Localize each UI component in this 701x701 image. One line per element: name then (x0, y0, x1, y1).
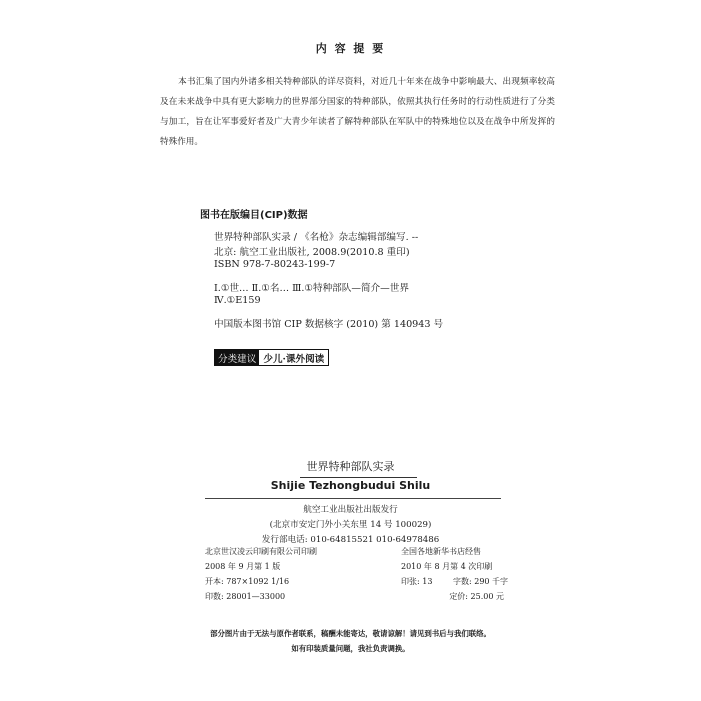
summary-paragraph (160, 72, 555, 152)
cip-line-isbn: ISBN 978-7-80243-199-7 (214, 259, 336, 270)
publisher-divider (205, 498, 501, 499)
price-line: 定价: 25.00 元 (449, 592, 504, 601)
publisher-line: 航空工业出版社出版发行 (303, 505, 398, 515)
book-title-pinyin: Shijie Tezhongbudui Shilu (270, 479, 431, 492)
word-count-line: 字数: 290 千字 (453, 577, 509, 586)
cip-line-title: 世界特种部队实录 / 《名枪》杂志编辑部编写. -- (214, 232, 419, 243)
print-run-line: 印数: 28001—33000 (205, 592, 286, 601)
cip-line-publisher: 北京: 航空工业出版社, 2008.9(2010.8 重印) (214, 247, 410, 258)
cip-line-classification-code: Ⅳ.①E159 (214, 295, 261, 306)
format-line: 开本: 787×1092 1/16 (205, 577, 290, 586)
printer-line: 北京世汉凌云印刷有限公司印刷 (205, 547, 317, 556)
classification-box (214, 349, 329, 366)
quality-notice: 如有印装质量问题，我社负责调换。 (291, 644, 410, 653)
title-divider (300, 477, 417, 478)
cip-line-subjects: Ⅰ.①世… Ⅱ.①名… Ⅲ.①特种部队—简介—世界 (214, 283, 409, 294)
summary-title: 内 容 提 要 (315, 42, 386, 55)
cip-line-record-number: 中国版本图书馆 CIP 数据核字 (2010) 第 140943 号 (214, 319, 444, 330)
summary-text: 本书汇集了国内外诸多相关特种部队的详尽资料，对近几十年来在战争中影响最大、出现频率较高及在未来战争中具有更大影响力的世界部分国家的特种部队，依照其执行任务时的行动性质进行了分类与加工，旨在让军事爱好者及广大青少年读者了解特种部队在军队中的特殊地位以及在战争中所发挥的特殊作用。 (160, 77, 555, 147)
edition-line: 2008 年 9 月第 1 版 (205, 562, 281, 571)
phone-line: 发行部电话: 010-64815521 010-64978486 (261, 535, 440, 545)
address-line: (北京市安定门外小关东里 14 号 100029) (269, 520, 432, 530)
classification-label: 分类建议 (215, 350, 259, 365)
sheets-line: 印张: 13 (401, 577, 433, 586)
reprint-line: 2010 年 8 月第 4 次印刷 (401, 562, 493, 571)
distributor-line: 全国各地新华书店经售 (401, 547, 481, 556)
photo-notice: 部分图片由于无法与原作者联系，稿酬未能寄达，敬请谅解！请见到书后与我们联络。 (210, 629, 491, 638)
classification-value: 少儿·课外阅读 (263, 353, 325, 365)
book-title-chinese: 世界特种部队实录 (306, 460, 395, 473)
cip-heading: 图书在版编目(CIP)数据 (200, 210, 308, 221)
